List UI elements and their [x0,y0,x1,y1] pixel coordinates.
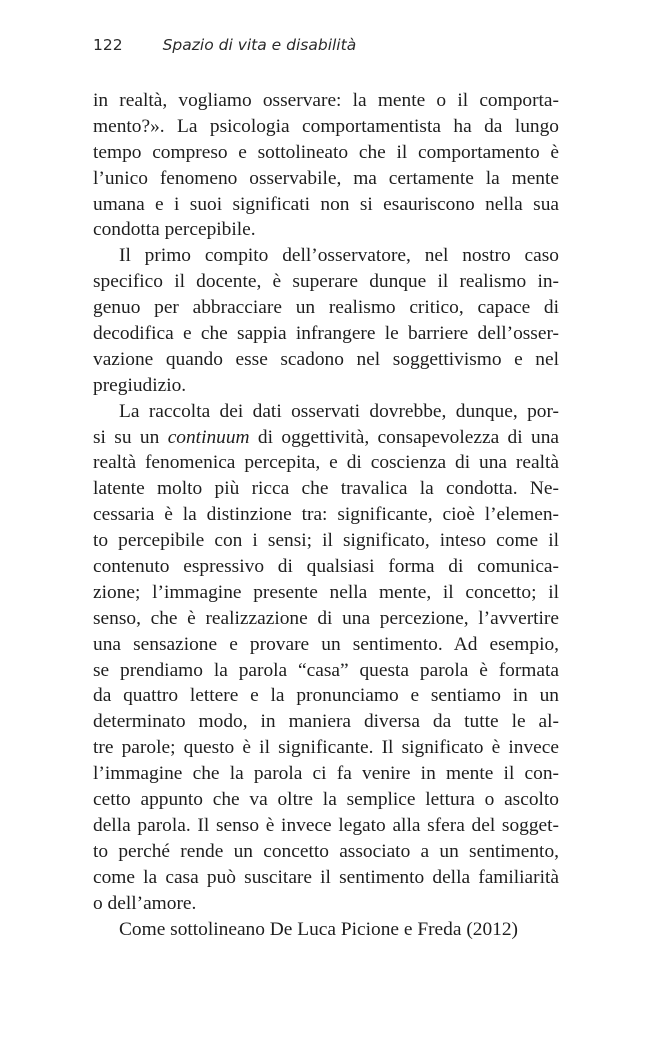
running-head [93,36,356,54]
text-line: l’unico fenomeno osservabile, ma certamente la mente [93,167,559,189]
text-line: realtà fenomenica percepita, e di coscienza di una realtà [93,452,559,474]
text-line: della parola. Il senso è invece legato alla sfera del sogget- [93,814,559,836]
text-line: latente molto più ricca che travalica la condotta. Ne- [93,478,559,500]
text-line: tempo compreso e sottolineato che il comportamento è [93,141,559,163]
text-line: determinato modo, in maniera diversa da tutte le al- [93,711,559,733]
body-text [93,88,559,942]
text-line: to percepibile con i sensi; il significato, inteso come il [93,530,559,552]
text-line: come la casa può suscitare il sentimento della familiarità [93,866,559,888]
text-line: mento?». La psicologia comportamentista ha da lungo [93,115,559,137]
text-line-with-italic [93,425,559,451]
italic-term: continuum [167,426,250,448]
text-line: specifico il docente, è superare dunque il realismo in- [93,271,559,293]
text-line: contenuto espressivo di qualsiasi forma di comunica- [93,556,559,578]
text-line: decodifica e che sappia infrangere le barriere dell’osser- [93,323,559,345]
text-line: cessaria è la distinzione tra: significante, cioè l’elemen- [93,504,559,526]
text-line: o dell’amore. [93,892,197,914]
text-line: una sensazione e provare un sentimento. Ad esempio, [93,633,559,655]
text-line: vazione quando esse scadono nel soggettivismo e nel [93,348,559,370]
text-line: senso, che è realizzazione di una percezione, l’avvertire [93,607,559,629]
text-line: pregiudizio. [93,374,187,396]
text-line: cetto appunto che va oltre la semplice lettura o ascolto [93,789,559,811]
text-line: La raccolta dei dati osservati dovrebbe, dunque, por- [119,400,559,422]
text-segment: di oggettività, consapevolezza di una [249,426,560,448]
running-title: Spazio di vita e disabilità [162,36,357,54]
page-number: 122 [93,36,123,54]
text-line: umana e i suoi significati non si esauriscono nella sua [93,193,559,215]
text-line: genuo per abbracciare un realismo critico, capace di [93,297,559,319]
text-line: zione; l’immagine presente nella mente, il concetto; il [93,581,559,603]
text-line: l’immagine che la parola ci fa venire in mente il con- [93,763,559,785]
text-line: condotta percepibile. [93,219,256,241]
text-line: se prendiamo la parola “casa” questa parola è formata [93,659,559,681]
text-line: in realtà, vogliamo osservare: la mente o il comporta- [93,90,559,111]
text-line: da quattro lettere e la pronunciamo e sentiamo in un [93,685,559,707]
text-segment: si su un [93,426,168,448]
text-line: Il primo compito dell’osservatore, nel nostro caso [119,245,559,267]
text-line: Come sottolineano De Luca Picione e Freda (2012) [119,918,519,940]
text-line: tre parole; questo è il significante. Il significato è invece [93,737,559,759]
text-line: to perché rende un concetto associato a un sentimento, [93,840,559,862]
